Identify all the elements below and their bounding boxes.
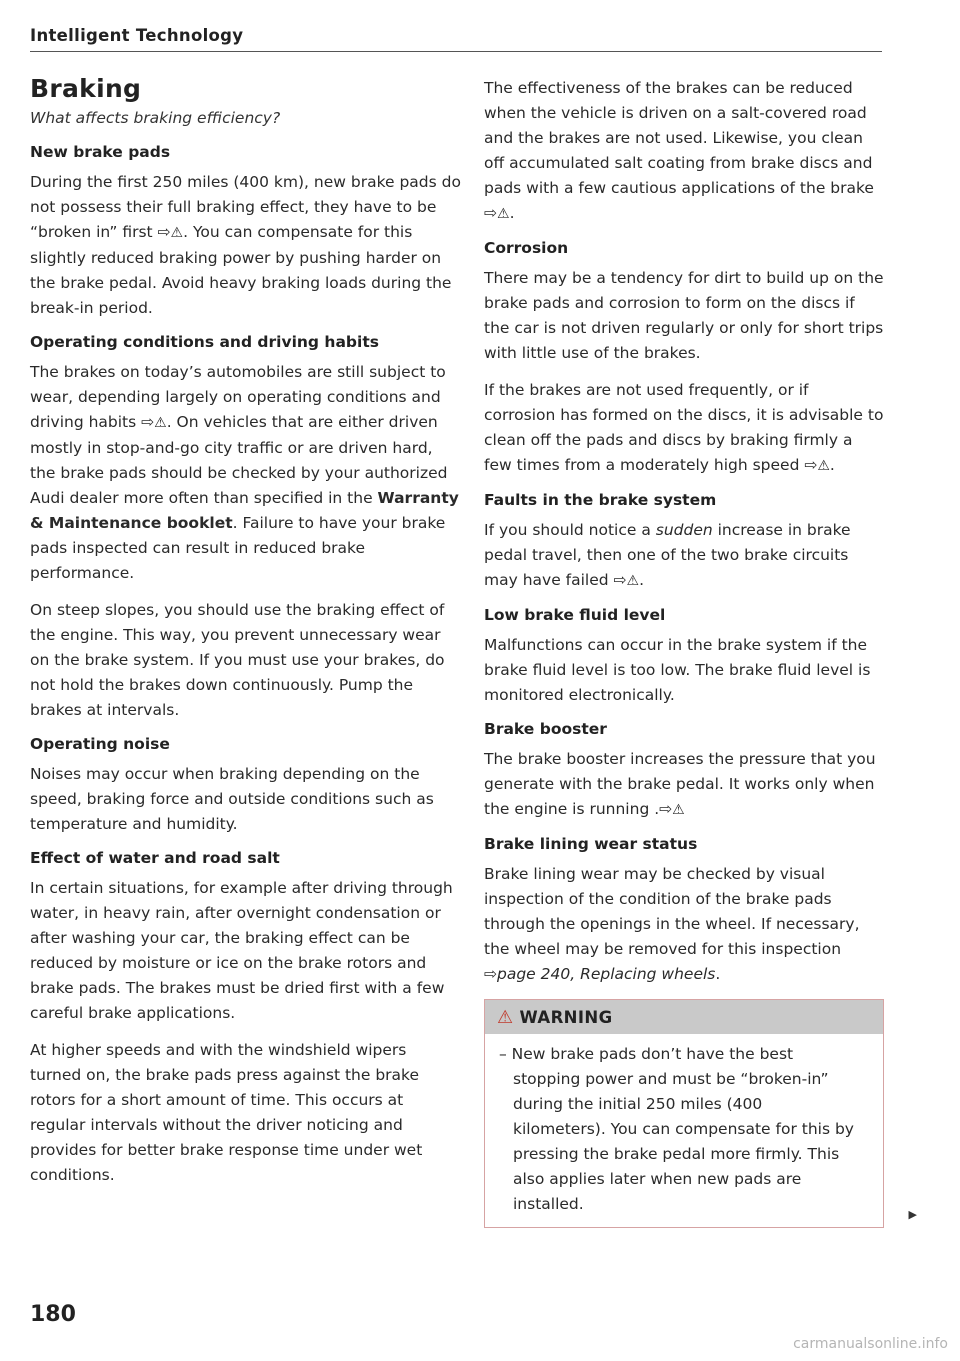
warning-body — [485, 1034, 883, 1227]
paragraph-new-brake-pads: During the first 250 miles (400 km), new brake pads do not possess their full braking effect, they have to be “broken in” first ⇨⚠. You can compensate for this slightly reduced braking power by pushing harder on the brake pedal. Avoid heavy braking loads during the break-in period. — [30, 173, 461, 317]
warranty-booklet-ref: Warranty & Maintenance booklet — [30, 489, 459, 532]
warning-header — [485, 1000, 883, 1034]
paragraph-brake-lining: Brake lining wear may be checked by visual inspection of the condition of the brake pads through the openings in the wheel. If necessary, the wheel may be removed for this inspection ⇨page 240, Replacing wheels. — [484, 865, 860, 983]
warning-box — [484, 999, 917, 1228]
heading-operating-noise: Operating noise — [30, 735, 170, 753]
heading-brake-booster: Brake booster — [484, 720, 607, 738]
page-title: Braking — [30, 74, 142, 103]
warning-triangle-icon: ⚠ — [497, 1007, 514, 1028]
paragraph-water-situations: In certain situations, for example after driving through water, in heavy rain, after overnight condensation or after washing your car, the braking effect can be reduced by moisture or ice on the brake rotors and brake pads. The brakes must be dried first with a few careful brake applications. — [30, 879, 453, 1022]
warning-title: WARNING — [519, 1008, 613, 1027]
paragraph-faults: If you should notice a sudden increase in brake pedal travel, then one of the two brake circuits may have failed ⇨⚠. — [484, 521, 851, 589]
warning-icon: ⚠ — [154, 415, 167, 431]
heading-water-road-salt: Effect of water and road salt — [30, 849, 280, 867]
warning-item: – New brake pads don’t have the best stopping power and must be “broken-in” during the initial 250 miles (400 kilometers). You can compensate for this by pressing the brake pedal more firmly. This also applies later when new pads are installed. — [499, 1045, 854, 1213]
page-subtitle: What affects braking efficiency? — [30, 109, 281, 127]
left-column — [30, 74, 462, 1200]
heading-low-brake-fluid: Low brake fluid level — [484, 606, 666, 624]
paragraph-salt-coating: The effectiveness of the brakes can be reduced when the vehicle is driven on a salt-covered road and the brakes are not used. Likewise, you clean off accumulated salt coating from brake discs and pads with a few cautious applications of the brake ⇨⚠. — [484, 79, 874, 222]
paragraph-brake-booster: The brake booster increases the pressure that you generate with the brake pedal. It works only when the engine is running .⇨⚠ — [484, 750, 876, 818]
replacing-wheels-link[interactable]: ⇨page 240, Replacing wheels — [484, 965, 716, 983]
paragraph-corrosion-cleaning: If the brakes are not used frequently, or if corrosion has formed on the discs, it is advisable to clean off the pads and discs by braking firmly a few times from a moderately high speed ⇨⚠. — [484, 381, 884, 474]
warning-icon: ⚠ — [817, 458, 830, 474]
warning-icon: ⚠ — [672, 802, 685, 818]
paragraph-corrosion: There may be a tendency for dirt to build up on the brake pads and corrosion to form on the discs if the car is not driven regularly or only for short trips with little use of the brakes. — [484, 269, 884, 362]
warning-icon: ⚠ — [626, 573, 640, 589]
heading-operating-conditions: Operating conditions and driving habits — [30, 333, 379, 351]
heading-faults: Faults in the brake system — [484, 491, 717, 509]
warning-icon: ⚠ — [497, 206, 510, 222]
heading-corrosion: Corrosion — [484, 239, 569, 257]
continue-arrow-icon: ▶ — [908, 1208, 917, 1221]
heading-brake-lining: Brake lining wear status — [484, 835, 698, 853]
paragraph-operating-noise: Noises may occur when braking depending on the speed, braking force and outside conditions such as temperature and humidity. — [30, 765, 434, 833]
heading-new-brake-pads: New brake pads — [30, 143, 171, 161]
watermark: carmanualsonline.info — [793, 1336, 948, 1352]
right-column — [484, 76, 917, 1228]
paragraph-steep-slopes: On steep slopes, you should use the braking effect of the engine. This way, you prevent unnecessary wear on the brake system. If you must use your brakes, do not hold the brakes down continuously. Pump the brakes at intervals. — [30, 601, 445, 719]
page-number: 180 — [30, 1302, 76, 1327]
warning-icon: ⚠ — [170, 225, 184, 241]
paragraph-operating-conditions: The brakes on today’s automobiles are still subject to wear, depending largely on operating conditions and driving habits ⇨⚠. On vehicles that are either driven mostly in stop-and-go city traffic or are driven hard, the brake pads should be checked by your authorized Audi dealer more often than specified in the Warranty & Maintenance booklet. Failure to have your brake pads inspected can result in reduced brake performance. — [30, 363, 459, 582]
paragraph-windshield-wipers: At higher speeds and with the windshield wipers turned on, the brake pads press against the brake rotors for a short amount of time. This occurs at regular intervals without the driver noticing and provides for better brake response time under wet conditions. — [30, 1041, 423, 1184]
paragraph-low-brake-fluid: Malfunctions can occur in the brake system if the brake fluid level is too low. The brake fluid level is monitored electronically. — [484, 636, 871, 704]
section-header: Intelligent Technology — [30, 26, 882, 52]
